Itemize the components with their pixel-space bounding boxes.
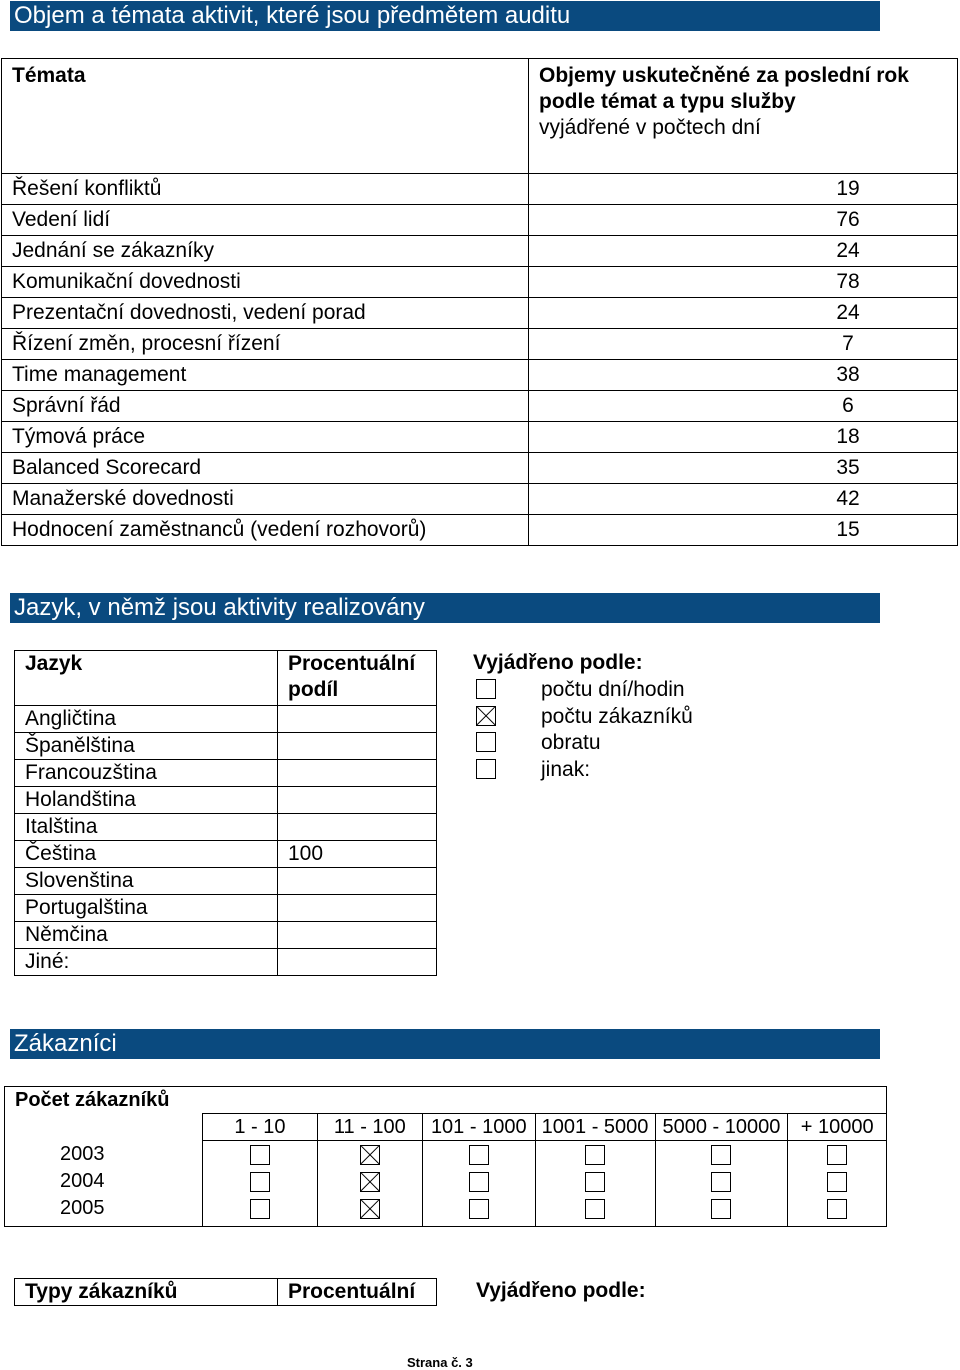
- years-column: [5, 1114, 203, 1227]
- customer-count-header: Počet zákazníků: [5, 1087, 887, 1114]
- expressed-by-label: Vyjádřeno podle:: [473, 651, 643, 674]
- language-name: Čeština: [15, 841, 278, 868]
- customer-types-table: [14, 1278, 437, 1306]
- language-name: Angličtina: [15, 706, 278, 733]
- language-name: Francouzština: [15, 760, 278, 787]
- section-title-topics: Objem a témata aktivit, které jsou předmětem auditu: [10, 1, 880, 31]
- language-table: [14, 650, 437, 976]
- volume-header-line1: Objemy uskutečněné za poslední rok: [539, 64, 909, 87]
- topic-row: [2, 422, 958, 453]
- range-checkbox[interactable]: [711, 1145, 731, 1165]
- range-checkbox[interactable]: [469, 1172, 489, 1192]
- option-checkbox[interactable]: [476, 706, 496, 726]
- topic-name: Řízení změn, procesní řízení: [2, 329, 529, 360]
- language-name: Jiné:: [15, 949, 278, 976]
- range-checkbox[interactable]: [360, 1172, 380, 1192]
- range-checkbox[interactable]: [827, 1199, 847, 1219]
- topic-days: 76: [529, 205, 958, 236]
- topic-days: 7: [529, 329, 958, 360]
- language-name: Italština: [15, 814, 278, 841]
- topic-row: [2, 298, 958, 329]
- language-header: Jazyk: [15, 651, 278, 706]
- language-row: [15, 787, 437, 814]
- language-share: [278, 895, 437, 922]
- customer-types-expressed-by: Vyjádřeno podle:: [476, 1279, 646, 1302]
- volume-header-line2: podle témat a typu služby: [539, 90, 796, 113]
- range-checkbox[interactable]: [469, 1199, 489, 1219]
- range-column: [203, 1141, 318, 1227]
- topic-days: 24: [529, 236, 958, 267]
- topics-table: [1, 58, 958, 546]
- topic-name: Týmová práce: [2, 422, 529, 453]
- language-share: 100: [278, 841, 437, 868]
- topic-name: Komunikační dovednosti: [2, 267, 529, 298]
- share-header-line1: Procentuální: [288, 652, 416, 675]
- topic-name: Time management: [2, 360, 529, 391]
- topic-row: [2, 453, 958, 484]
- topic-days: 24: [529, 298, 958, 329]
- range-checkbox[interactable]: [469, 1145, 489, 1165]
- topic-name: Jednání se zákazníky: [2, 236, 529, 267]
- range-checkbox[interactable]: [585, 1199, 605, 1219]
- language-share: [278, 868, 437, 895]
- year-label: 2003: [60, 1142, 105, 1165]
- topic-row: [2, 360, 958, 391]
- range-checkbox[interactable]: [250, 1199, 270, 1219]
- language-row: [15, 733, 437, 760]
- customers-table: [4, 1086, 887, 1227]
- topic-row: [2, 267, 958, 298]
- volume-header-line3: vyjádřené v počtech dní: [539, 116, 761, 139]
- topic-days: 15: [529, 515, 958, 546]
- topic-days: 38: [529, 360, 958, 391]
- range-header: 1 - 10: [203, 1114, 318, 1141]
- language-share: [278, 814, 437, 841]
- option-label: obratu: [541, 731, 601, 754]
- topic-days: 42: [529, 484, 958, 515]
- customer-types-share-header: Procentuální: [278, 1279, 437, 1306]
- topic-name: Vedení lidí: [2, 205, 529, 236]
- topic-days: 6: [529, 391, 958, 422]
- range-column: [317, 1141, 422, 1227]
- option-label: počtu dní/hodin: [541, 678, 685, 701]
- range-column: [535, 1141, 655, 1227]
- range-checkbox[interactable]: [360, 1199, 380, 1219]
- topic-row: [2, 329, 958, 360]
- topic-name: Hodnocení zaměstnanců (vedení rozhovorů): [2, 515, 529, 546]
- topic-days: 18: [529, 422, 958, 453]
- range-checkbox[interactable]: [827, 1172, 847, 1192]
- range-checkbox[interactable]: [827, 1145, 847, 1165]
- range-checkbox[interactable]: [585, 1172, 605, 1192]
- topic-row: [2, 391, 958, 422]
- section-title-customers: Zákazníci: [10, 1029, 880, 1059]
- language-share: [278, 949, 437, 976]
- range-checkbox[interactable]: [585, 1145, 605, 1165]
- language-name: Slovenština: [15, 868, 278, 895]
- topics-header: Témata: [2, 59, 529, 174]
- range-header: 11 - 100: [317, 1114, 422, 1141]
- language-name: Holandština: [15, 787, 278, 814]
- topic-row: [2, 236, 958, 267]
- share-header: [278, 651, 437, 706]
- share-header-line2: podíl: [288, 678, 339, 701]
- topic-row: [2, 515, 958, 546]
- language-share: [278, 733, 437, 760]
- range-checkbox[interactable]: [360, 1145, 380, 1165]
- topic-name: Balanced Scorecard: [2, 453, 529, 484]
- topic-days: 35: [529, 453, 958, 484]
- option-checkbox[interactable]: [476, 679, 496, 699]
- topic-name: Manažerské dovednosti: [2, 484, 529, 515]
- range-header: + 10000: [788, 1114, 887, 1141]
- language-name: Portugalština: [15, 895, 278, 922]
- range-checkbox[interactable]: [711, 1172, 731, 1192]
- volume-header: [529, 59, 958, 174]
- topic-name: Řešení konfliktů: [2, 174, 529, 205]
- range-header: 1001 - 5000: [535, 1114, 655, 1141]
- topic-days: 19: [529, 174, 958, 205]
- topic-row: [2, 205, 958, 236]
- year-label: 2004: [60, 1169, 105, 1192]
- language-row: [15, 949, 437, 976]
- language-share: [278, 922, 437, 949]
- language-row: [15, 868, 437, 895]
- language-row: [15, 814, 437, 841]
- language-share: [278, 787, 437, 814]
- option-label: počtu zákazníků: [541, 704, 693, 728]
- language-row: [15, 706, 437, 733]
- range-header: 5000 - 10000: [655, 1114, 788, 1141]
- topic-name: Správní řád: [2, 391, 529, 422]
- language-name: Španělština: [15, 733, 278, 760]
- range-checkbox[interactable]: [711, 1199, 731, 1219]
- range-column: [788, 1141, 887, 1227]
- language-row: [15, 760, 437, 787]
- option-label: jinak:: [541, 757, 591, 781]
- section-title-language: Jazyk, v němž jsou aktivity realizovány: [10, 593, 880, 623]
- range-column: [422, 1141, 535, 1227]
- topic-days: 78: [529, 267, 958, 298]
- language-row: [15, 841, 437, 868]
- language-name: Němčina: [15, 922, 278, 949]
- topic-name: Prezentační dovednosti, vedení porad: [2, 298, 529, 329]
- language-share: [278, 706, 437, 733]
- range-checkbox[interactable]: [250, 1172, 270, 1192]
- language-row: [15, 922, 437, 949]
- year-label: 2005: [60, 1196, 105, 1219]
- page-number: Strana č. 3: [407, 1355, 473, 1370]
- range-header: 101 - 1000: [422, 1114, 535, 1141]
- language-row: [15, 895, 437, 922]
- customer-types-header: Typy zákazníků: [15, 1279, 278, 1306]
- option-checkbox[interactable]: [476, 759, 496, 779]
- option-checkbox[interactable]: [476, 732, 496, 752]
- language-share: [278, 760, 437, 787]
- range-column: [655, 1141, 788, 1227]
- range-checkbox[interactable]: [250, 1145, 270, 1165]
- topic-row: [2, 174, 958, 205]
- topic-row: [2, 484, 958, 515]
